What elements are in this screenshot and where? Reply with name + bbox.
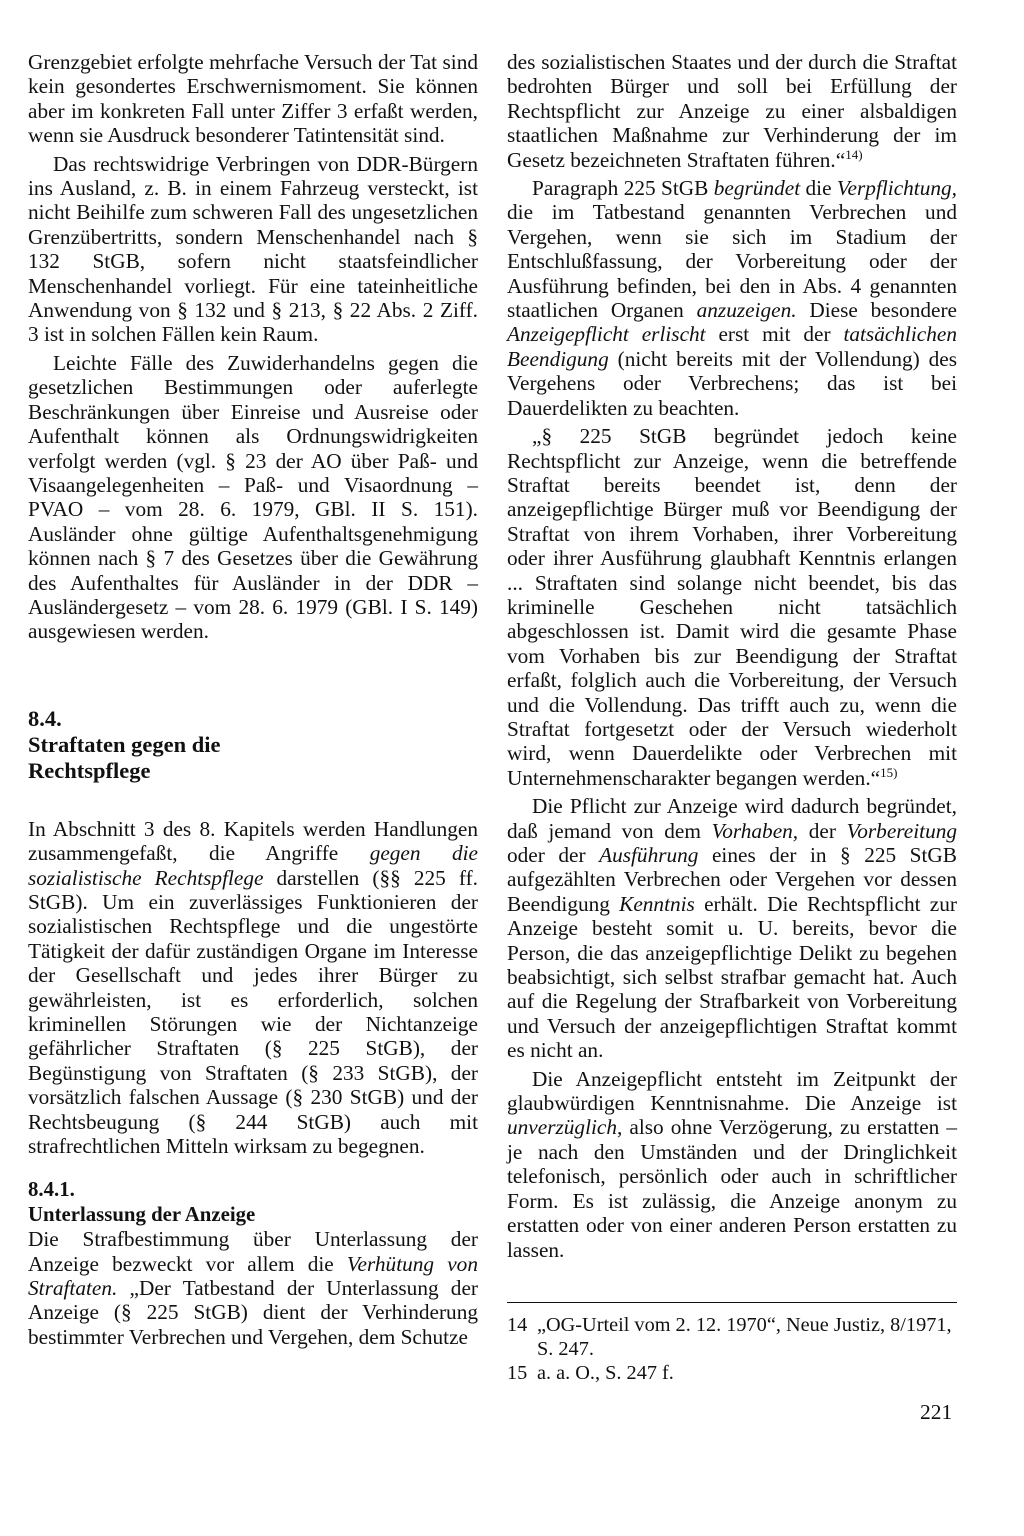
paragraph <box>28 1227 478 1349</box>
text-run: erhält. Die Rechtspflicht zur Anzeige besteht somit u. U. bereits, bevor die Person, die das anzeigepflichtige Delikt zu begehen beabsichtigt, sich selbst strafbar gemacht hat. Auch auf die Regelung der Strafbarkeit von Vorbereitung und Versuch der anzeigepflichtigen Straftat kommt es nicht an. <box>507 891 957 1063</box>
footnote-text: a. a. O., S. 247 f. <box>537 1362 674 1384</box>
footnote-ref: 14) <box>845 146 863 162</box>
text-run: In Abschnitt 3 des 8. Kapitels werden Handlungen zusammengefaßt, die Angriffe <box>28 816 478 866</box>
subsection-number: 8.4.1. <box>28 1178 75 1202</box>
text-run: (nicht bereits mit der Vollendung) des Vergehens oder Verbrechens; das ist bei Dauerdelikten zu beachten. <box>507 346 957 420</box>
paragraph <box>507 424 957 790</box>
left-column <box>28 50 478 1349</box>
paragraph <box>507 50 957 172</box>
subsection-heading <box>28 1178 478 1227</box>
footnotes <box>507 1313 957 1385</box>
emphasis: Kenntnis <box>619 891 695 916</box>
paragraph <box>28 817 478 1159</box>
paragraph: Leichte Fälle des Zuwiderhandelns gegen die gesetzlichen Bestimmungen oder auferlegte Beschränkungen über Einreise und Ausreise oder Aufenthalt können als Ordnungswidrigkeiten verfolgt werden (vgl. § 23 der AO über Paß- und Visaangelegenheiten – Paß- und Visaordnung – PVAO – vom 28. 6. 1979, GBl. II S. 151). Ausländer ohne gültige Aufenthaltsgenehmigung können nach § 7 des Gesetzes über die Gewährung des Aufenthaltes für Ausländer in der DDR – Ausländergesetz – vom 28. 6. 1979 (GBl. I S. 149) ausgewiesen werden. <box>28 350 478 644</box>
text-run: Die Anzeigepflicht entsteht im Zeitpunkt der glaubwürdigen Kenntnisnahme. Die Anzeige ist <box>507 1066 957 1116</box>
text-run: Die Pflicht zur Anzeige wird dadurch begründet, daß jemand von dem <box>507 794 957 843</box>
emphasis: Verpflichtung, <box>836 176 957 201</box>
paragraph: Das rechtswidrige Verbringen von DDR-Bürgern ins Ausland, z. B. in einem Fahrzeug versteckt, ist nicht Beihilfe zum schweren Fall des ungesetzlichen Grenzübertritts, sondern Menschenhandel nach § 132 StGB, sofern nicht staatsfeindlicher Menschenhandel vorliegt. Für eine tateinheitliche Anwendung von § 132 und § 213, § 22 Abs. 2 Ziff. 3 ist in solchen Fällen kein Raum. <box>28 151 478 347</box>
footnote-number: 15 <box>507 1362 528 1384</box>
paragraph <box>507 176 957 420</box>
emphasis: anzuzeigen. <box>696 298 797 323</box>
paragraph <box>507 1067 957 1262</box>
emphasis: gegen die sozialistische Rechtspflege <box>28 841 478 890</box>
text-run: die <box>800 176 837 201</box>
emphasis: unverzüglich, <box>507 1115 623 1140</box>
emphasis: Anzeigepflicht erlischt <box>507 322 706 347</box>
footnote-number: 14 <box>507 1314 528 1336</box>
text-run: erst mit der <box>705 322 844 347</box>
emphasis: Verhütung von Straftaten. <box>28 1251 478 1301</box>
paragraph: Grenzgebiet erfolgte mehrfache Versuch der Tat sind kein gesondertes Erschwernismoment. Sie können aber im konkreten Fall unter Ziffer 3 erfaßt werden, wenn sie Ausdruck besonderer Tatintensität sind. <box>28 50 478 148</box>
text-run: „§ 225 StGB begründet jedoch keine Rechtspflicht zur Anzeige, wenn die betreffende Straftat bereits beendet ist, denn der anzeigepflichtige Bürger muß vor Beendigung der Straftat von ihrem Vorhaben, ihrer Vorbereitung oder ihrer Ausführung glaubhaft Kenntnis erlangen ... Straftaten sind solange nicht beendet, bis das kriminelle Geschehen nicht tatsächlich abgeschlossen ist. Damit wird die gesamte Phase vom Vorhaben bis zur Beendigung der Straftat erfaßt, folglich auch die Vorbereitung, der Versuch und die Vollendung. Das trifft auch zu, wenn die Straftat fortgesetzt oder der Versuch wiederholt wird, wenn Dauerdelikte oder Verbrechen mit Unternehmenscharakter begangen werden.“ <box>507 424 957 790</box>
text-run: eines der in § 225 StGB aufgezählten Verbrechen oder Vergehen vor dessen Beendigung <box>507 843 957 916</box>
emphasis: Vorhaben, <box>711 818 799 843</box>
text-run: Die Strafbestimmung über Unterlassung der Anzeige bezweckt vor allem die <box>28 1227 478 1276</box>
text-run: Paragraph 225 StGB <box>532 176 714 201</box>
section-title-line: Straftaten gegen die <box>28 731 221 757</box>
section-heading <box>28 706 478 784</box>
footnote-ref: 15) <box>880 764 898 780</box>
text-run: die im Tatbestand genannten Verbrechen und Vergehen, wenn sie sich im Stadium der Entschlußfassung, der Vorbereitung oder der Ausführung befinden, bei den in Abs. 4 genannten staatlichen Organen <box>507 200 957 323</box>
right-column <box>507 50 957 1262</box>
emphasis: begründet <box>713 176 801 201</box>
footnote <box>507 1313 957 1361</box>
section-title-line: Rechtspflege <box>28 757 151 783</box>
subsection-title: Unterlassung der Anzeige <box>28 1202 256 1226</box>
emphasis: Ausführung <box>599 843 699 867</box>
text-run: oder der <box>507 843 600 867</box>
text-run: des sozialistischen Staates und der durch die Straftat bedrohten Bürger und soll bei Erfüllung der Rechtspflicht zur Anzeige zu einer alsbaldigen staatlichen Maßnahme zur Verhinderung der im Gesetz bezeichneten Straftaten führen.“ <box>507 50 957 172</box>
section-number: 8.4. <box>28 705 62 731</box>
text-run: also ohne Verzögerung, zu erstatten – je nach den Umständen und der Dringlichkeit telefonisch, persönlich oder auch in schriftlicher Form. Es ist zulässig, die Anzeige anonym zu erstatten oder von einer anderen Person erstatten zu lassen. <box>507 1115 957 1262</box>
page-number: 221 <box>920 1400 953 1424</box>
footnote-divider <box>507 1302 957 1303</box>
paragraph <box>507 794 957 1062</box>
text-run: „Der Tatbestand der Unterlassung der Anzeige (§ 225 StGB) dient der Verhinderung bestimmter Verbrechen und Vergehen, dem Schutze <box>28 1276 478 1349</box>
text-run: darstellen (§§ 225 ff. StGB). Um ein zuverlässiges Funktionieren der sozialistischen Rechtspflege und die ungestörte Tätigkeit der dafür zuständigen Organe im Interesse der Gesellschaft und jedes ihrer Bürger zu gewährleisten, ist es erforderlich, solchen kriminellen Störungen wie der Nichtanzeige gefährlicher Straftaten (§ 225 StGB), der Begünstigung von Straftaten (§ 233 StGB), der vorsätzlich falschen Aussage (§ 230 StGB) und der Rechtsbeugung (§ 244 StGB) auch mit strafrechtlichen Mitteln wirksam zu begegnen. <box>28 865 478 1159</box>
footnote-text: „OG-Urteil vom 2. 12. 1970“, Neue Justiz, 8/1971, S. 247. <box>537 1314 952 1360</box>
footnote <box>507 1361 957 1385</box>
text-run: der <box>798 818 847 843</box>
emphasis: tatsächlichen Beendigung <box>507 322 957 371</box>
emphasis: Vorbereitung <box>846 818 958 843</box>
text-run: Diese besondere <box>796 298 957 323</box>
